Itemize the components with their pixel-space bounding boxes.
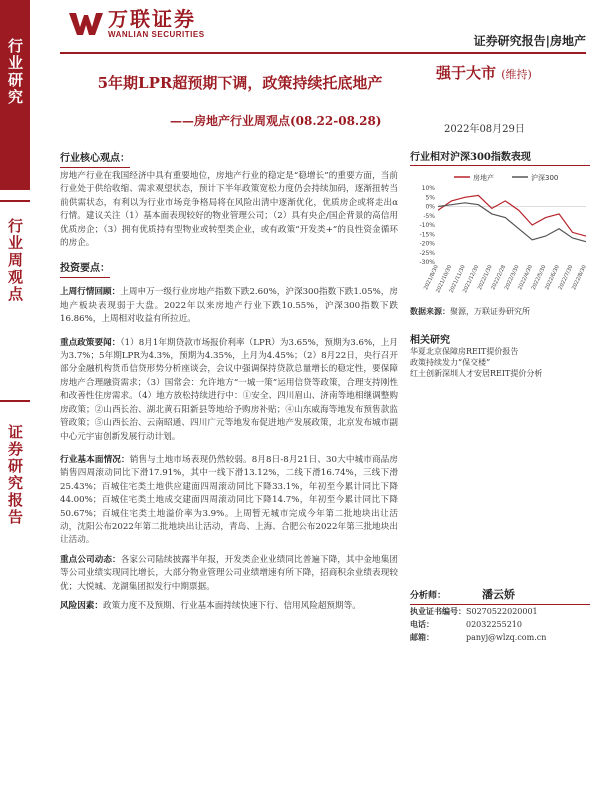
investment-point-text: （1）8月1年期贷款市场报价利率（LPR）为3.65%，预期为3.6%，上月为3.7%；5年期LPR为4.3%，预期为4.35%，上月为4.45%；（2）8月22日，央行召开部分金融机构货币信贷形势分析座谈会，会议中强调保持贷款总量增长的稳定性，要保障房地产合理融资需求；（3）国常会：允许地方“一城一策”运用信贷等政策，合理支持刚性和改善性住房需求。（4）地方放松持续进行中：①安全、四川眉山、济南等地相继调整购房政策；②山西长治、湖北黄石阳新县等地给予购房补贴；④山东威海等地发布预售款监管政策；⑤山西长治、云南昭通、四川广元等地发布促进地产发展政策，北京发布城市副中心元宇宙创新发展行动计划。: [60, 337, 398, 442]
x-tick-label: 2021/11/30: [448, 264, 467, 294]
y-tick-label: -10%: [419, 222, 435, 229]
report-subtitle: ——房地产行业周观点(08.22-08.28): [170, 114, 382, 128]
y-tick-label: -25%: [419, 249, 435, 257]
investment-point: [60, 454, 398, 548]
analyst-info: [410, 586, 590, 644]
y-tick-label: 5%: [425, 194, 435, 202]
logo-en-text: WANLIAN SECURITIES: [108, 30, 205, 39]
strip-weekly-view: [0, 210, 30, 360]
strip-divider: [0, 400, 30, 402]
y-tick-label: -30%: [419, 259, 435, 266]
x-tick-label: 2021/10/30: [435, 264, 454, 294]
y-tick-label: 10%: [421, 185, 435, 192]
investment-point-text: 各家公司陆续披露半年报，开发类企业业绩同比普遍下降，其中金地集团等公司业绩实现同比增长，大部分物业管理公司业绩增速有所下降，招商积余业绩表现较优；大悦城、龙湖集团拟发行中期票据。: [60, 554, 398, 592]
rating-badge: [436, 62, 532, 83]
data-source: [410, 306, 590, 317]
analyst-detail-value: panyj@wlzq.com.cn: [466, 633, 547, 642]
y-tick-label: 0%: [425, 203, 435, 211]
relative-performance-chart: [410, 170, 590, 298]
data-source-value: 聚源，万联证券研究所: [450, 307, 530, 316]
analyst-detail-row: [410, 631, 590, 644]
report-title: 5年期LPR超预期下调，政策持续托底地产: [97, 74, 383, 92]
strip-top-label: 行业研究: [6, 38, 24, 106]
investment-points-list: [60, 286, 398, 613]
legend-label: 沪深300: [531, 174, 559, 182]
x-tick-label: 2022/6/30: [544, 264, 561, 291]
header-divider: [60, 52, 586, 54]
x-tick-label: 2022/3/30: [503, 264, 521, 291]
y-tick-label: -20%: [419, 240, 435, 248]
investment-point-lead: 重点公司动态：: [60, 554, 121, 565]
legend-label: 房地产: [473, 174, 494, 182]
investment-point: [60, 337, 398, 444]
related-research-list: [410, 346, 590, 379]
main-content: [60, 146, 398, 619]
analyst-detail-row: [410, 618, 590, 631]
sidebar: [410, 148, 590, 379]
core-view-text: 房地产行业在我国经济中具有重要地位，房地产行业的稳定是“稳增长”的重要方面，当前行业处于供给收缩、需求观望状态，预计下半年政策宽松力度仍会持续加码，逐渐扭转当前供需状态，有利以为行业市场竞争格局将在风险出清中逐渐优化，优质房企或将走出α行情。建议关注（1）基本面表现较好的物业管理公司；（2）具有央企/国企背景的高信用优质房企；（3）拥有优质持有型物业或转型类企业，或有政策“开发类+”的良性资金循环的房企。: [60, 171, 398, 249]
y-tick-label: -15%: [419, 231, 435, 239]
analyst-label: 分析师：: [410, 591, 447, 601]
x-tick-label: 2021/8/30: [423, 264, 440, 291]
company-logo: [68, 8, 205, 39]
x-tick-label: 2022/1/30: [476, 264, 494, 291]
analyst-detail-key: 电话：: [410, 619, 434, 629]
x-tick-label: 2022/4/30: [517, 264, 534, 291]
y-tick-label: -5%: [423, 212, 435, 220]
wanlian-logo-icon: [68, 11, 104, 37]
investment-point-text: 上周申万一级行业房地产指数下跌2.60%，沪深300指数下跌1.05%，房地产板块表现弱于大盘。2022年以来房地产行业下跌10.55%，沪深300指数下跌16.86%，上周相对收益有所拉近。: [60, 287, 398, 325]
strip-bottom-label: 证券研究报告: [6, 424, 24, 526]
strip-industry-research: [0, 0, 30, 190]
rating-note: (维持): [501, 68, 532, 81]
investment-point-text: 销售与土地市场表现仍然较弱。8月8日-8月21日、30大中城市商品房销售四周滚动同比下滑17.91%，其中一线下滑13.12%，二线下滑16.74%，三线下滑25.43%；百城住宅类土地供应建面四周滚动同比下降33.1%，年初至今累计同比下降44.00%；百城住宅类土地成交建面四周滚动同比下降14.7%，年初至今累计同比下降50.67%；百城住宅类土地溢价率为3.9%。上周暂无城市完成今年第二批地块出让活动，沈阳公布2022年第二批地块出让活动，青岛、上海、合肥公布2022年第三批地块出让活动。: [60, 454, 398, 546]
strip-middle-label: 行业周观点: [6, 218, 24, 303]
related-research-heading: 相关研究: [410, 335, 450, 346]
series-line-real-estate: [438, 195, 586, 236]
analyst-detail-value: S0270522020001: [466, 607, 538, 616]
logo-cn-text: 万联证券: [108, 7, 196, 31]
left-vertical-strip: [0, 0, 36, 800]
investment-point: [60, 554, 398, 594]
analyst-name: 潘云娇: [482, 588, 516, 601]
investment-point-text: 政策力度不及预期、行业基本面持续快速下行、信用风险超预期等。: [102, 600, 361, 611]
analyst-detail-row: [410, 605, 590, 618]
chart-title: 行业相对沪深300指数表现: [410, 148, 590, 166]
core-view-heading: 行业核心观点：: [60, 152, 130, 168]
analyst-details: [410, 605, 590, 644]
investment-point: [60, 286, 398, 326]
investment-point-lead: 风险因素：: [60, 600, 103, 611]
data-source-label: 数据来源：: [410, 306, 450, 316]
related-research-item[interactable]: 红土创新深圳人才安居REIT提价分析: [410, 369, 543, 378]
related-research-item[interactable]: 华夏北京保障房REIT提价报告: [410, 347, 519, 356]
strip-divider: [0, 200, 30, 202]
investment-point-lead: 行业基本面情况：: [60, 454, 130, 465]
x-tick-label: 2022/5/30: [530, 264, 548, 291]
investment-point: [60, 600, 398, 613]
report-category: 证券研究报告|房地产: [473, 34, 586, 48]
related-research-item[interactable]: 政策持续发力“保交楼”: [410, 358, 491, 367]
x-tick-label: 2022/7/30: [557, 264, 575, 291]
rating-label: 强于大市: [436, 64, 497, 82]
x-tick-label: 2022/8/30: [571, 264, 588, 291]
analyst-detail-value: 02032255210: [466, 620, 522, 629]
x-tick-label: 2022/2/28: [490, 264, 508, 291]
investment-point-lead: 重点政策要闻：: [60, 337, 121, 348]
report-date: 2022年08月29日: [444, 124, 525, 135]
strip-securities-report: [0, 420, 30, 540]
investment-points-heading: 投资要点：: [60, 262, 110, 278]
series-line-csi300: [438, 203, 586, 242]
analyst-detail-key: 邮箱：: [410, 632, 434, 642]
analyst-detail-key: 执业证书编号：: [410, 606, 466, 616]
investment-point-lead: 上周行情回顾：: [60, 287, 121, 298]
x-tick-label: 2021/12/30: [462, 264, 481, 294]
